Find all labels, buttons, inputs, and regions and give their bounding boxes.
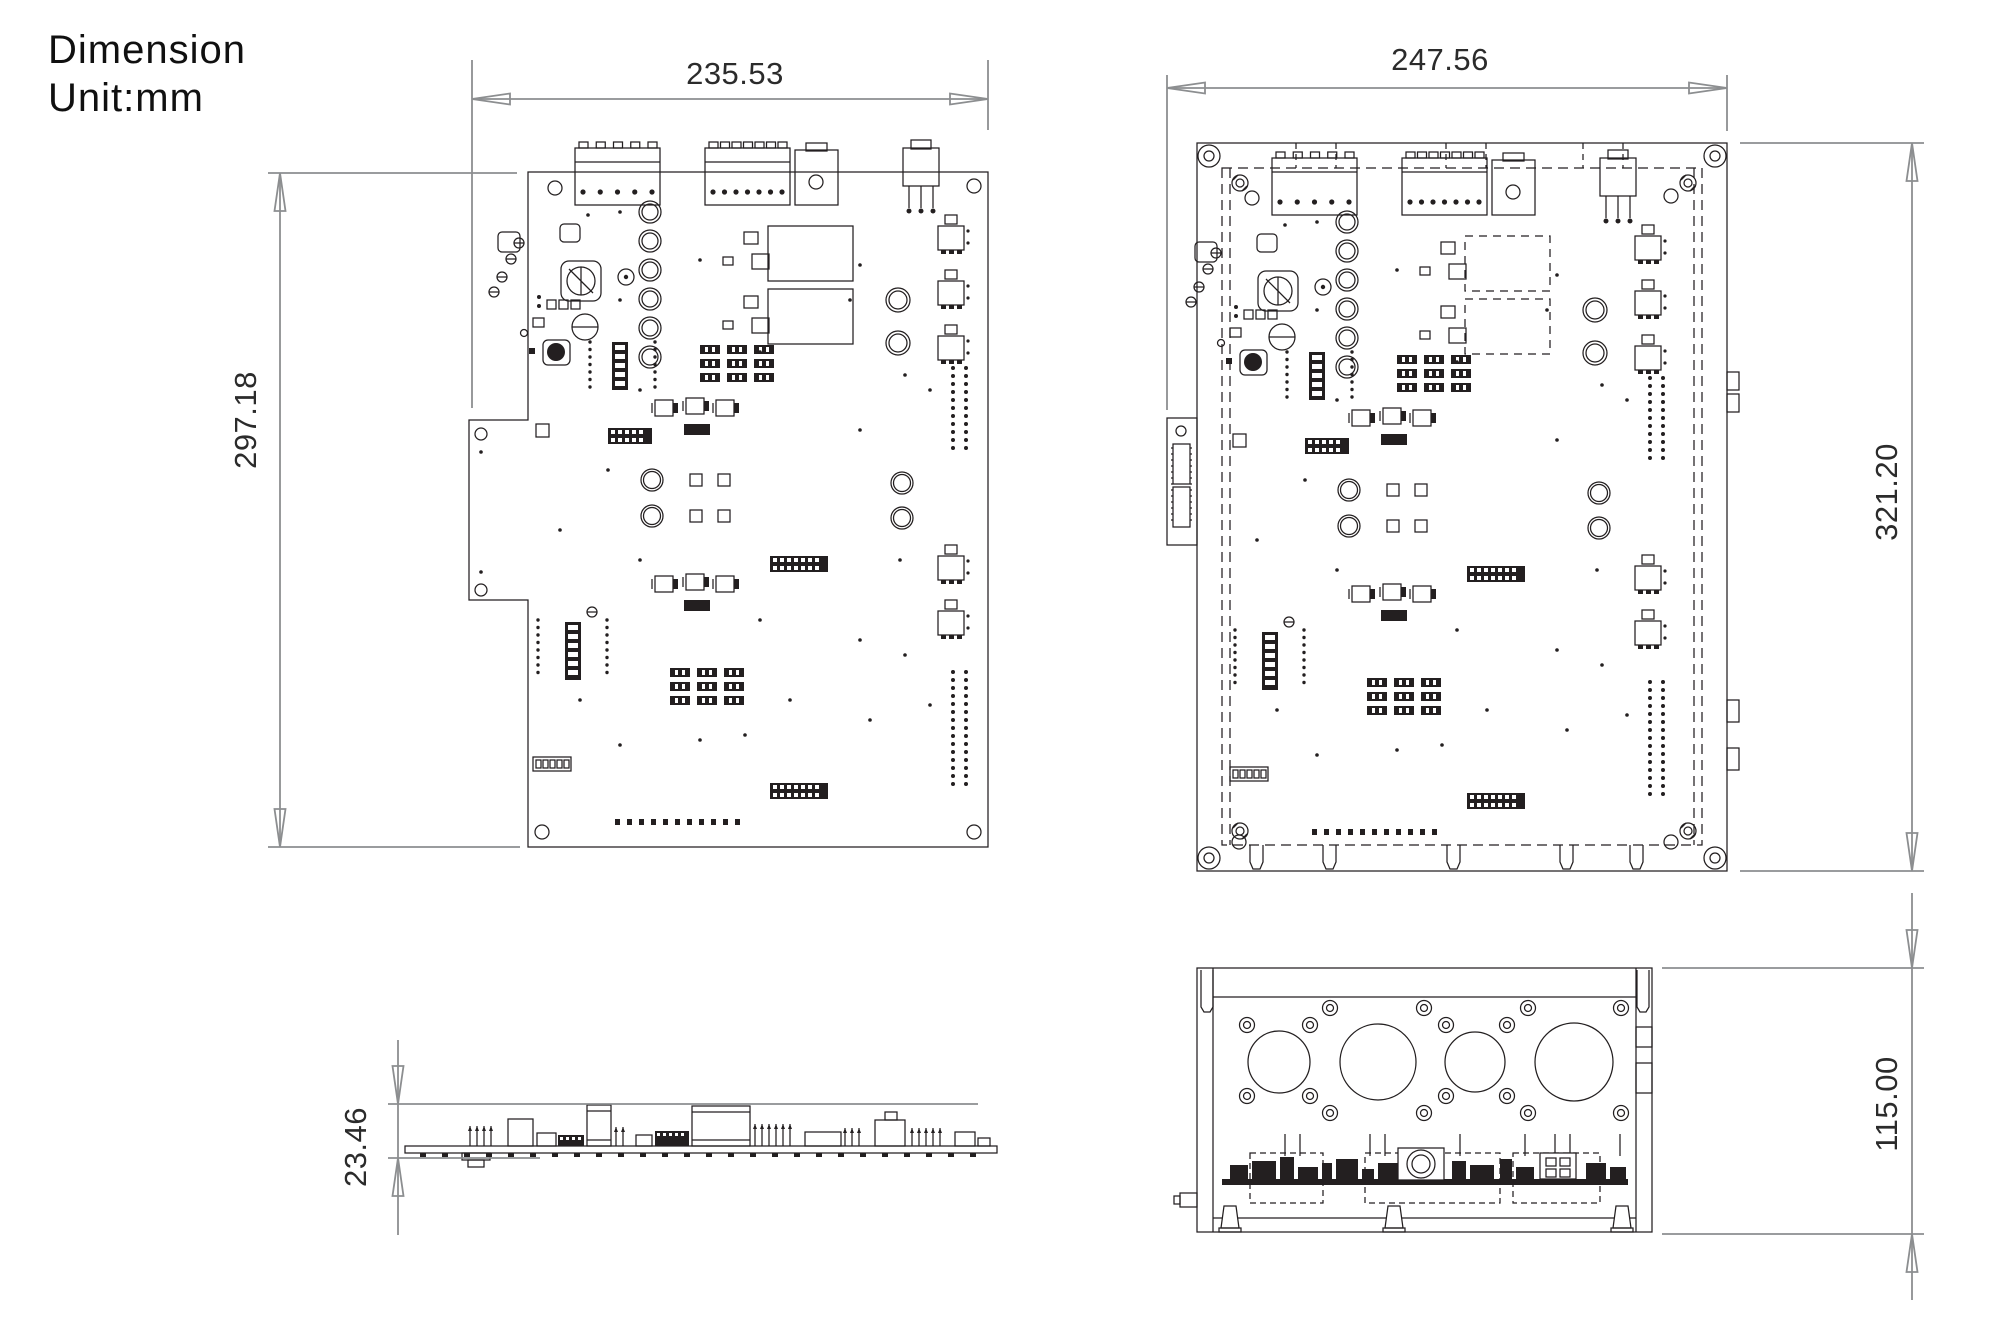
dimension-board-height: 297.18 [228, 371, 263, 469]
dimension-front-height: 115.00 [1869, 1056, 1904, 1152]
enclosure-top-view [1167, 143, 1739, 871]
dimension-enclosure-width: 247.56 [1391, 42, 1489, 77]
title-line-1: Dimension [48, 28, 246, 72]
dimension-board-width: 235.53 [686, 56, 784, 91]
pcb-top-view [469, 140, 988, 847]
title-line-2: Unit:mm [48, 76, 204, 120]
dimension-side-height: 23.46 [338, 1106, 373, 1188]
dimension-enclosure-height: 321.20 [1869, 443, 1904, 541]
dimension-lines [268, 60, 1924, 1300]
enclosure-front-view [1174, 968, 1652, 1232]
